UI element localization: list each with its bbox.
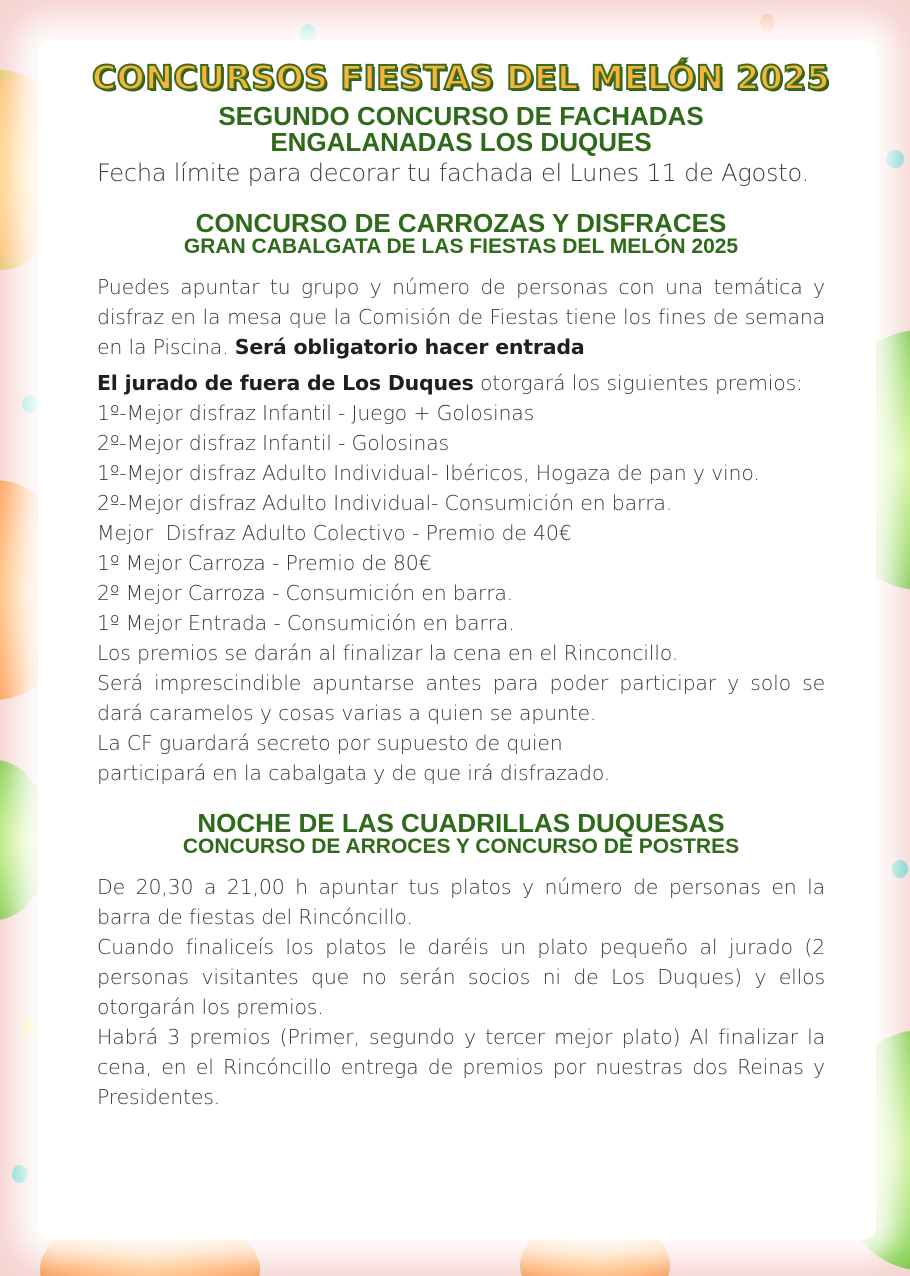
- prize-list: [97, 398, 825, 638]
- carrozas-intro-bold: Será obligatorio hacer entrada: [234, 335, 585, 359]
- cuadrillas-p2: Cuando finaliceís los platos le daréis un plato pequeño al jurado (2 personas visitantes que no serán socios ni de Los Duques) y ellos otorgarán los premios.: [97, 935, 825, 1019]
- carrozas-note3-line1: La CF guardará secreto por supuesto de quien: [97, 731, 563, 755]
- cuadrillas-subtitle: CONCURSO DE ARROCES Y CONCURSO DE POSTRES: [182, 835, 740, 858]
- prize-item: 2º Mejor Carroza - Consumición en barra.: [97, 581, 514, 605]
- prize-item: 1º Mejor Entrada - Consumición en barra.: [97, 611, 515, 635]
- cuadrillas-title: NOCHE DE LAS CUADRILLAS DUQUESAS: [197, 808, 725, 838]
- carrozas-note1: Los premios se darán al finalizar la cena en el Rinconcillo.: [97, 641, 679, 665]
- prize-item: Mejor Disfraz Adulto Colectivo - Premio de 40€: [97, 521, 572, 545]
- prize-item: 2º-Mejor disfraz Infantil - Golosinas: [97, 431, 450, 455]
- prize-item: 2º-Mejor disfraz Adulto Individual- Consumición en barra.: [97, 491, 673, 515]
- cuadrillas-p3: Habrá 3 premios (Primer, segundo y tercer mejor plato) Al finalizar la cena, en el Rincóncillo entrega de premios por nuestras dos Reinas y Presidentes.: [97, 1025, 825, 1109]
- carrozas-note3-line2: participará en la cabalgata y de que irá disfrazado.: [97, 761, 611, 785]
- seed-dot-icon: [892, 860, 908, 878]
- seed-dot-icon: [22, 1020, 36, 1036]
- seed-dot-icon: [12, 1165, 28, 1183]
- cuadrillas-p1: De 20,30 a 21,00 h apuntar tus platos y número de personas en la barra de fiestas del Rincóncillo.: [97, 875, 825, 929]
- flyer-content: [92, 58, 830, 1112]
- jury-bold: El jurado de fuera de Los Duques: [97, 371, 474, 395]
- carrozas-note2: Será imprescindible apuntarse antes para poder participar y solo se dará caramelos y cosas varias a quien se apunte.: [97, 671, 825, 725]
- carrozas-intro-text: Puedes apuntar tu grupo y número de personas con una temática y disfraz en la mesa que la Comisión de Fiestas tiene los fines de semana en la Piscina.: [97, 275, 825, 359]
- carrozas-intro: [97, 272, 825, 362]
- jury-line: [97, 368, 825, 398]
- seed-dot-icon: [886, 150, 904, 168]
- seed-dot-icon: [22, 395, 38, 413]
- carrozas-subtitle: GRAN CABALGATA DE LAS FIESTAS DEL MELÓN 2025: [183, 235, 739, 258]
- prize-item: 1º-Mejor disfraz Infantil - Juego + Golosinas: [97, 401, 535, 425]
- prize-item: 1º-Mejor disfraz Adulto Individual- Ibéricos, Hogaza de pan y vino.: [97, 461, 760, 485]
- main-title: CONCURSOS FIESTAS DEL MELÓN 2025: [92, 58, 830, 97]
- jury-text: otorgará los siguientes premios:: [479, 371, 803, 395]
- section-cuadrillas: [97, 810, 825, 1112]
- carrozas-title: CONCURSO DE CARROZAS Y DISFRACES: [195, 208, 727, 238]
- seed-dot-icon: [760, 14, 774, 32]
- fachadas-title-line2: ENGALANADAS LOS DUQUES: [270, 127, 652, 157]
- prize-item: 1º Mejor Carroza - Premio de 80€: [97, 551, 432, 575]
- section-carrozas: [97, 210, 825, 788]
- fachadas-text: Fecha límite para decorar tu fachada el Lunes 11 de Agosto.: [97, 159, 810, 187]
- section-fachadas: [97, 103, 825, 188]
- fachadas-title-line1: SEGUNDO CONCURSO DE FACHADAS: [218, 101, 704, 131]
